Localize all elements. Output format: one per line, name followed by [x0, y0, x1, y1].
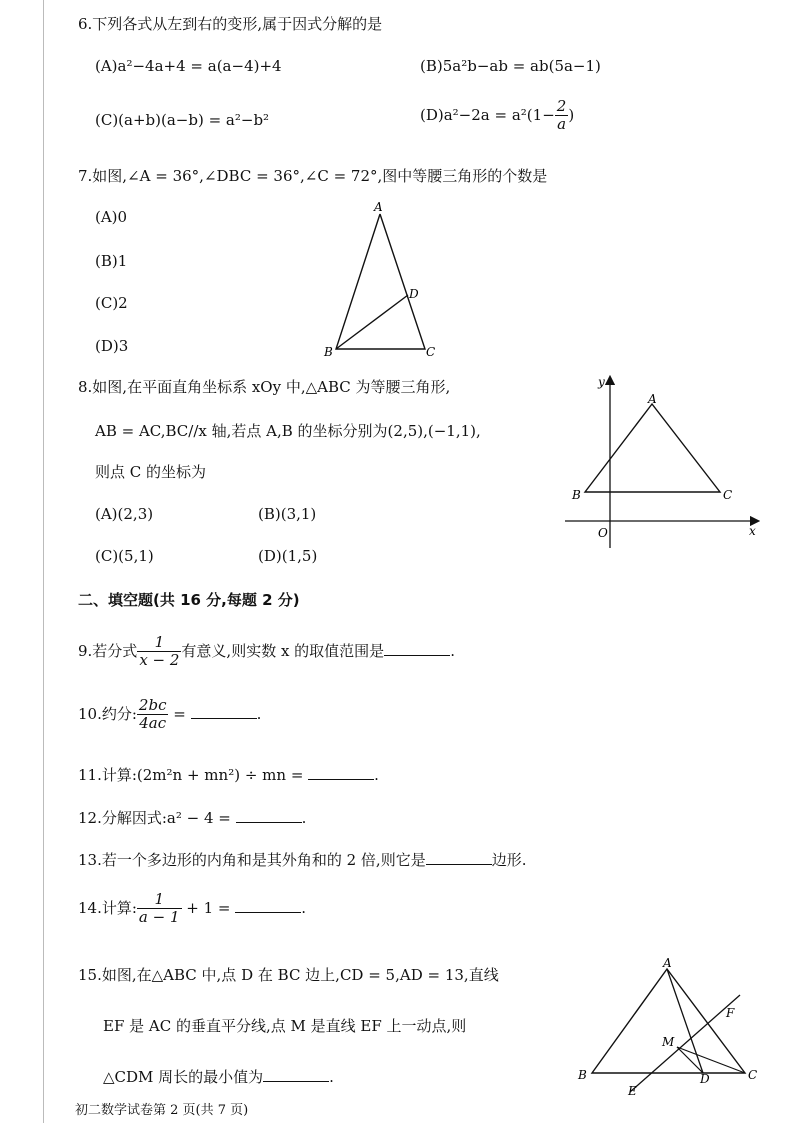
q8-option-b: (B)(3,1) — [258, 505, 317, 523]
q8-option-c: (C)(5,1) — [95, 547, 154, 565]
q6-option-d: (D)a²−2a = a²(1− $\frac{2}{a}$ ) — [420, 97, 575, 134]
q8-line2: AB = AC,BC//x 轴,若点 A,B 的坐标分别为(2,5),(−1,1), — [95, 422, 481, 440]
q14-fraction: $\frac{1}{a - 1}$ — [138, 890, 180, 927]
q11-answer-blank — [308, 765, 374, 780]
q7-stem: 7.如图,∠A = 36°,∠DBC = 36°,∠C = 72°,图中等腰三角形的个数是 — [78, 167, 548, 185]
label-a: A — [374, 200, 383, 214]
q6-option-b: (B)5a²b−ab = ab(5a−1) — [420, 57, 601, 75]
q7-option-a: (A)0 — [95, 208, 128, 226]
q15-triangle-figure — [570, 955, 770, 1100]
label-y: y — [598, 375, 605, 389]
q12-answer-blank — [236, 808, 302, 823]
q14-answer-blank — [235, 898, 301, 913]
q10: 10.约分: $\frac{2bc}{4ac}$ = . — [78, 696, 262, 733]
q10-answer-blank — [191, 704, 257, 719]
q7-option-b: (B)1 — [95, 252, 128, 270]
q12: 12.分解因式:a² − 4 = . — [78, 809, 307, 827]
q9-fraction: $\frac{1}{x - 2}$ — [139, 633, 180, 670]
q7-option-c: (C)2 — [95, 294, 128, 312]
q15-line3: △CDM 周长的最小值为 . — [103, 1068, 334, 1086]
label-c: C — [723, 488, 733, 502]
q13: 13.若一个多边形的内角和是其外角和的 2 倍,则它是 边形. — [78, 851, 527, 869]
label-b: B — [578, 1068, 587, 1082]
label-d: D — [409, 287, 419, 301]
label-o: O — [598, 526, 608, 540]
q8-coordinate-figure — [560, 370, 765, 555]
q6-option-c: (C)(a+b)(a−b) = a²−b² — [95, 111, 270, 129]
label-a: A — [663, 956, 672, 970]
q10-fraction: $\frac{2bc}{4ac}$ — [138, 696, 167, 733]
q6-fraction: $\frac{2}{a}$ — [556, 97, 567, 134]
label-b: B — [324, 345, 333, 359]
label-c: C — [748, 1068, 758, 1082]
q15-answer-blank — [263, 1067, 329, 1082]
triangle-abc — [585, 404, 720, 492]
label-f: F — [726, 1006, 735, 1020]
q11: 11.计算:(2m²n + mn²) ÷ mn = . — [78, 766, 379, 784]
segment-ad — [667, 969, 703, 1073]
q8-line1: 8.如图,在平面直角坐标系 xOy 中,△ABC 为等腰三角形, — [78, 378, 451, 396]
q8-option-a: (A)(2,3) — [95, 505, 154, 523]
q7-option-d: (D)3 — [95, 337, 129, 355]
label-b: B — [572, 488, 581, 502]
triangle-abc — [336, 214, 425, 349]
page-margin-rule — [43, 0, 44, 1123]
q14: 14.计算: $\frac{1}{a - 1}$ + 1 = . — [78, 890, 307, 927]
q7-triangle-figure — [320, 198, 450, 363]
q6-stem: 6.下列各式从左到右的变形,属于因式分解的是 — [78, 15, 383, 33]
label-a: A — [648, 392, 657, 406]
q8-option-d: (D)(1,5) — [258, 547, 318, 565]
segment-bd — [336, 295, 408, 349]
page-footer: 初二数学试卷第 2 页(共 7 页) — [75, 1103, 249, 1118]
q9-answer-blank — [384, 641, 450, 656]
q8-line3: 则点 C 的坐标为 — [95, 463, 207, 481]
q15-line2: EF 是 AC 的垂直平分线,点 M 是直线 EF 上一动点,则 — [103, 1017, 467, 1035]
label-e: E — [628, 1084, 637, 1098]
q9: 9.若分式 $\frac{1}{x - 2}$ 有意义,则实数 x 的取值范围是 . — [78, 633, 455, 670]
q13-answer-blank — [426, 850, 492, 865]
label-c: C — [426, 345, 436, 359]
label-m: M — [662, 1035, 675, 1049]
label-d: D — [700, 1072, 710, 1086]
q6-option-a: (A)a²−4a+4 = a(a−4)+4 — [95, 57, 282, 75]
label-x: x — [749, 524, 756, 538]
section-title-fill-in: 二、填空题(共 16 分,每题 2 分) — [78, 591, 300, 609]
q15-line1: 15.如图,在△ABC 中,点 D 在 BC 边上,CD = 5,AD = 13,直线 — [78, 966, 499, 984]
